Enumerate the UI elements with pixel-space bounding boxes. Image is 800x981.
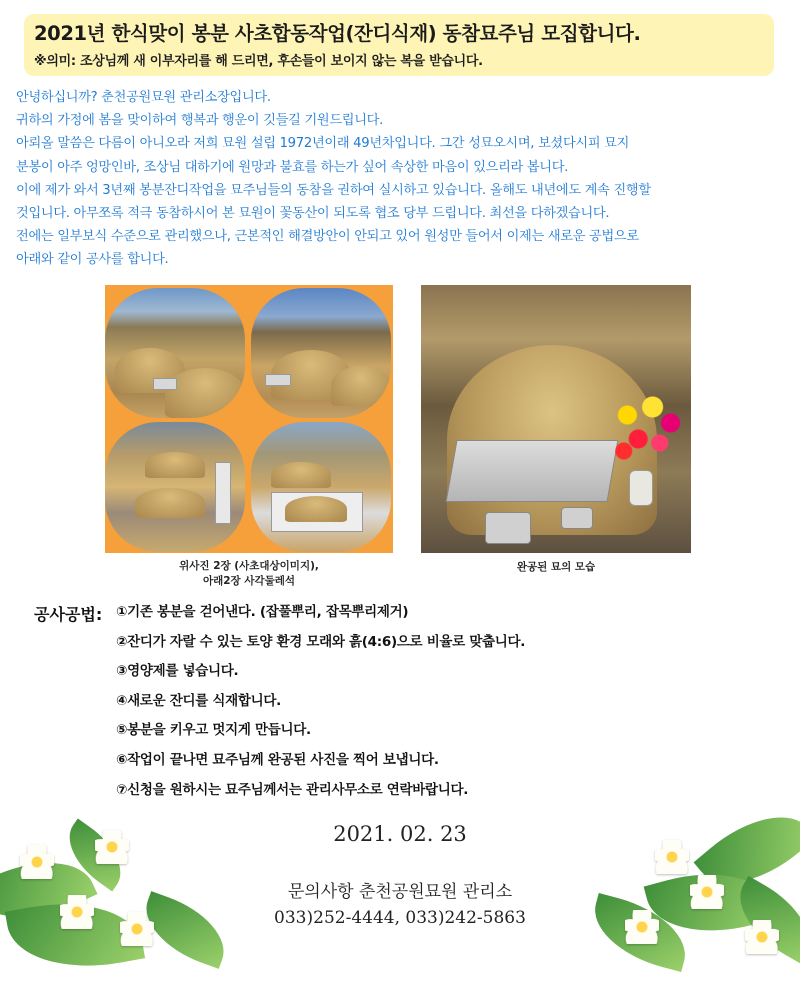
method-step: ①기존 봉분을 걷어낸다. (잡풀뿌리, 잡목뿌리제거) <box>116 604 409 620</box>
plumeria-icon <box>20 845 54 879</box>
method-step: ⑥작업이 끝나면 묘주님께 완공된 사진을 찍어 보냅니다. <box>116 751 439 768</box>
method-step: ③영양제를 넣습니다. <box>116 663 239 680</box>
intro-line: 것입니다. 아무쪼록 적극 동참하시어 본 묘원이 꽃동산이 되도록 협조 당부 드립니다. 최선을 다하겠습니다. <box>16 205 610 221</box>
grave-photo-border-stone-1 <box>105 422 245 552</box>
intro-line: 귀하의 가정에 봄을 맞이하여 행복과 행운이 깃들길 기원드립니다. <box>16 113 383 129</box>
photo-collage <box>105 285 393 553</box>
contact-phones: 033)252-4444, 033)242-5863 <box>274 908 526 928</box>
intro-line: 안녕하십니까? 춘천공원묘원 관리소장입니다. <box>16 90 271 105</box>
method-step: ④새로운 잔디를 식재합니다. <box>116 692 281 709</box>
intro-line: 아뢰올 말씀은 다름이 아니오라 저희 묘원 설립 1972년이래 49년차입니다. 그간 성묘오시며, 보셨다시피 묘지 <box>16 136 630 152</box>
intro-line: 분봉이 아주 엉망인바, 조상님 대하기에 원망과 불효를 하는가 싶어 속상한 마음이 있으리라 봅니다. <box>16 159 569 175</box>
collage-caption-line: 위사진 2장 (사초대상이미지), <box>179 560 319 572</box>
method-label: 공사공법: <box>34 605 103 624</box>
method-step: ②잔디가 자랄 수 있는 토양 환경 모래와 흙(4:6)으로 비율로 맞춥니다. <box>116 633 526 650</box>
grave-photo-border-stone-2 <box>251 422 391 552</box>
intro-line: 이에 제가 와서 3년째 봉분잔디작업을 묘주님들의 동참을 권하여 실시하고 있습니다. 올해도 내년에도 계속 진행할 <box>16 182 651 198</box>
notice-date: 2021. 02. 23 <box>333 822 467 846</box>
method-step: ⑦신청을 원하시는 묘주님께서는 관리사무소로 연락바랍니다. <box>116 781 469 798</box>
grave-photo-before-1 <box>105 288 245 418</box>
page-title: 2021년 한식맞이 봉분 사초합동작업(잔디식재) 동참묘주님 모집합니다. <box>34 22 641 45</box>
intro-line: 아래와 같이 공사를 합니다. <box>16 252 169 268</box>
collage-caption <box>105 559 393 589</box>
page-subtitle: ※의미: 조상님께 새 이부자리를 해 드리면, 후손들이 보이지 않는 복을 받습니다. <box>34 54 483 69</box>
method-step: ⑤봉분을 키우고 멋지게 만듭니다. <box>116 722 311 739</box>
completed-grave-photo <box>421 285 691 553</box>
method-steps <box>116 601 786 808</box>
intro-line: 전에는 일부보식 수준으로 관리했으나, 근본적인 해결방안이 안되고 있어 원성만 들어서 이제는 새로운 공법으로 <box>16 229 639 245</box>
intro-paragraph <box>16 86 786 272</box>
completed-grave-caption: 완공된 묘의 모습 <box>516 561 596 573</box>
contact-label: 문의사항 춘천공원묘원 관리소 <box>287 882 513 902</box>
collage-caption-line: 아래2장 사각둘레석 <box>202 575 296 587</box>
grave-photo-before-2 <box>251 288 391 418</box>
